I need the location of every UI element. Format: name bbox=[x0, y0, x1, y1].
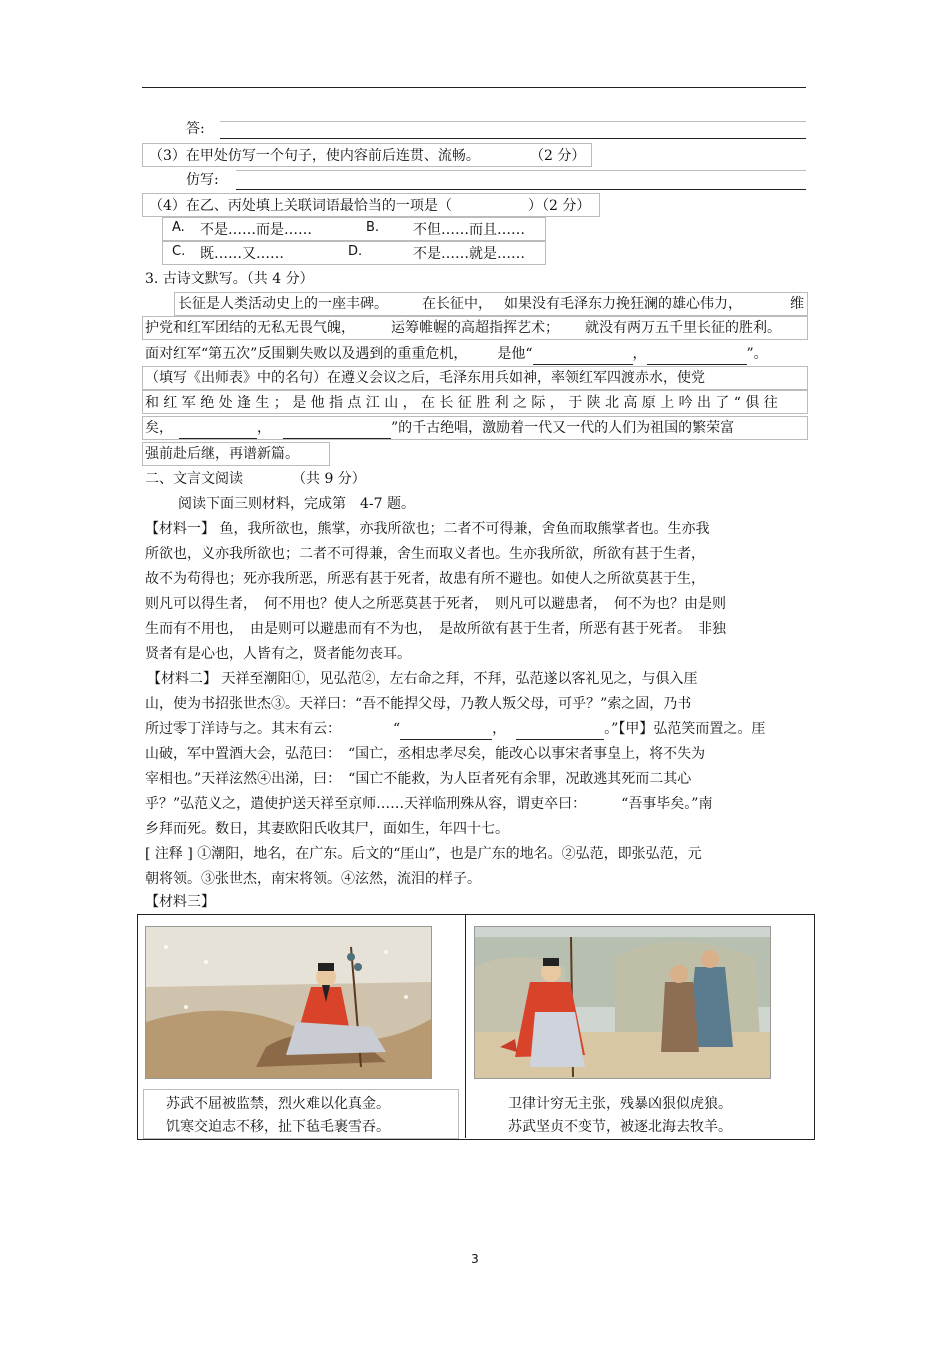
m2-line3-end: 。”【甲】弘范笑而置之。厓 bbox=[604, 721, 766, 737]
caption-right-2: 苏武坚贞不变节，被逐北海去牧羊。 bbox=[508, 1119, 732, 1135]
caption-left-1: 苏武不屈被监禁，烈火难以化真金。 bbox=[166, 1096, 390, 1112]
option-a[interactable]: 不是……而是…… bbox=[200, 222, 312, 238]
option-c[interactable]: 既……又…… bbox=[200, 246, 284, 262]
answer-label: 答: bbox=[186, 121, 205, 137]
blank-2[interactable] bbox=[647, 364, 747, 365]
s3-p3c: ， bbox=[632, 346, 647, 362]
s3-p2c: 就没有两万五千里长征的胜利。 bbox=[585, 320, 781, 336]
s3-p6b: ， bbox=[257, 420, 271, 436]
m2-line: 乎？”弘范义之，遣使护送天祥至京师……天祥临刑殊从容，谓吏卒曰： “吾事毕矣。”南 bbox=[145, 796, 713, 812]
option-d[interactable]: 不是……就是…… bbox=[413, 246, 525, 262]
blank-1[interactable] bbox=[533, 364, 633, 365]
option-c-letter: C. bbox=[172, 244, 186, 259]
m2-line: 山破，军中置酒大会，弘范曰： “国亡，丞相忠孝尽矣，能改心以事宋者事皇上，将不失为 bbox=[145, 746, 706, 762]
m2-line3-start: 所过零丁洋诗与之。其末有云： bbox=[145, 721, 341, 737]
s3-p6a: 矣， bbox=[145, 420, 173, 436]
caption-right-1: 卫律计穷无主张，残暴凶狠似虎狼。 bbox=[508, 1096, 732, 1112]
s3-p3b: 是他“ bbox=[497, 346, 533, 362]
su-wu-snow-illustration bbox=[145, 926, 432, 1079]
section-3-heading: 3. 古诗文默写。（共 4 分） bbox=[145, 271, 314, 287]
blank-5[interactable] bbox=[400, 739, 492, 740]
m2-line: 【材料二】 天祥至潮阳①，见弘范②，左右命之拜，不拜，弘范遂以客礼见之，与俱入厓 bbox=[147, 671, 698, 687]
m2-line: 宰相也。”天祥泫然④出涕，曰： “国亡不能救，为人臣者死有余罪，况敢逃其死而二其心 bbox=[145, 771, 692, 787]
m1-line: 故不为苟得也；死亦我所恶，所恶有甚于死者，故患有所不避也。如使人之所欲莫甚于生， bbox=[145, 571, 705, 587]
section-2-heading: 二、文言文阅读 bbox=[145, 471, 243, 487]
s3-p3d: ”。 bbox=[746, 346, 768, 362]
s3-p6c: ”的千古绝唱，激励着一代又一代的人们为祖国的繁荣富 bbox=[391, 420, 735, 436]
s3-p1c: 如果没有毛泽东力挽狂澜的雄心伟力， bbox=[504, 296, 742, 312]
m1-line: 生而有不用也， 由是则可以避患而有不为也， 是故所欲有甚于生者，所恶有甚于死者。 非独 bbox=[145, 621, 726, 637]
s3-p1d: 维 bbox=[790, 296, 804, 312]
m2-line: 乡拜而死。数日，其妻欧阳氏收其尸，面如生，年四十七。 bbox=[145, 821, 509, 837]
q3-score: （2 分） bbox=[530, 148, 586, 164]
m2-line: 山，使为书招张世杰③。天祥曰：“吾不能捍父母，乃教人叛父母，可乎？”索之固，乃书 bbox=[145, 696, 692, 712]
note-line: 朝将领。③张世杰，南宋将领。④泫然，流泪的样子。 bbox=[145, 871, 481, 887]
s3-p4: （填写《出师表》中的名句）在遵义会议之后，毛泽东用兵如神，率领红军四渡赤水，使党 bbox=[145, 370, 705, 386]
s3-p2a: 护党和红军团结的无私无畏气魄， bbox=[145, 320, 355, 336]
option-b[interactable]: 不但……而且…… bbox=[413, 222, 525, 238]
imitate-label: 仿写: bbox=[186, 172, 219, 188]
s3-p7: 强前赴后继，再谱新篇。 bbox=[145, 446, 299, 462]
s3-p1a: 长征是人类活动史上的一座丰碑。 bbox=[178, 296, 388, 312]
m1-line: 【材料一】 鱼，我所欲也，熊掌，亦我所欲也；二者不可得兼，舍鱼而取熊掌者也。生亦我 bbox=[145, 521, 710, 537]
table-divider bbox=[465, 914, 466, 1138]
m1-line: 则凡可以得生者， 何不用也？使人之所恶莫甚于死者， 则凡可以避患者， 何不为也？由是则 bbox=[145, 596, 726, 612]
q4-text: （4）在乙、丙处填上关联词语最恰当的一项是（ bbox=[149, 198, 452, 214]
blank-4[interactable] bbox=[283, 438, 391, 439]
m1-line: 所欲也，义亦我所欲也；二者不可得兼，舍生而取义者也。生亦我所欲，所欲有甚于生者， bbox=[145, 546, 705, 562]
s3-p5: 和红军绝处逢生；是他指点江山，在长征胜利之际，于陕北高原上吟出了“俱往 bbox=[145, 395, 783, 411]
page-number: 3 bbox=[471, 1252, 479, 1266]
option-a-letter: A. bbox=[172, 220, 185, 235]
blank-6[interactable] bbox=[516, 739, 604, 740]
section-2-instructions: 阅读下面三则材料，完成第 4-7 题。 bbox=[178, 496, 415, 512]
q4-score: ）（2 分） bbox=[528, 198, 591, 214]
m1-line: 贤者有是心也，人皆有之，贤者能勿丧耳。 bbox=[145, 646, 411, 662]
m2-comma: ， bbox=[492, 721, 507, 737]
q3-text: （3）在甲处仿写一个句子，使内容前后连贯、流畅。 bbox=[149, 148, 480, 164]
top-rule bbox=[142, 87, 806, 88]
m2-quote-open: “ bbox=[393, 721, 401, 737]
blank-3[interactable] bbox=[179, 438, 257, 439]
caption-left-2: 饥寒交迫志不移，扯下毡毛裹雪吞。 bbox=[166, 1119, 390, 1135]
option-d-letter: D. bbox=[348, 244, 363, 259]
option-b-letter: B. bbox=[366, 220, 380, 235]
s3-p3a: 面对红军“第五次”反围剿失败以及遇到的重重危机， bbox=[145, 346, 468, 362]
s3-p1b: 在长征中， bbox=[422, 296, 492, 312]
section-2-score: （共 9 分） bbox=[292, 471, 366, 487]
material-3-label: 【材料三】 bbox=[145, 894, 215, 910]
note-line: [ 注释 ] ①潮阳，地名，在广东。后文的“厓山”，也是广东的地名。②弘范，即张弘范，元 bbox=[145, 846, 702, 862]
imitate-blank[interactable] bbox=[236, 170, 806, 190]
s3-p2b: 运筹帷幄的高超指挥艺术； bbox=[391, 320, 559, 336]
answer-blank[interactable] bbox=[220, 121, 806, 139]
su-wu-wei-lu-illustration bbox=[474, 926, 771, 1079]
